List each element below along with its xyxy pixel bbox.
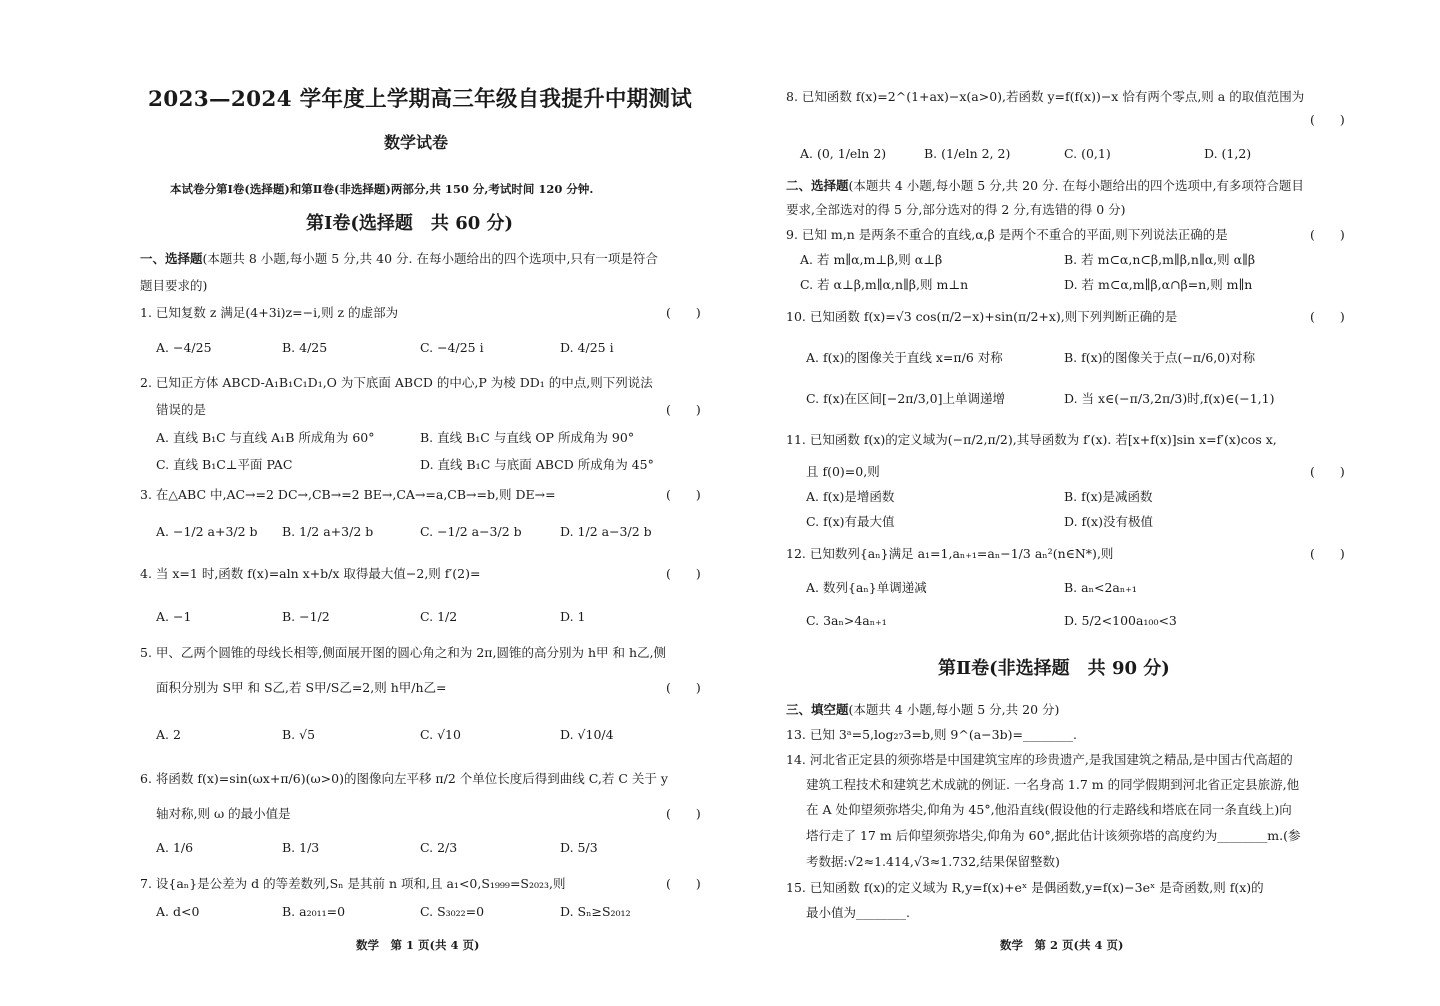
question-14-line3: 在 A 处仰望须弥塔尖,仰角为 45°,他沿直线(假设他的行走路线和塔底在同一条直线上)向 [806, 802, 1292, 817]
question-8: 8. 已知函数 f(x)=2^(1+ax)−x(a>0),若函数 y=f(f(x))−x 恰有两个零点,则 a 的取值范围为 [786, 89, 1305, 104]
q11-option-d: D. f(x)没有极值 [1064, 514, 1153, 529]
section3-text: (本题共 4 小题,每小题 5 分,共 20 分) [848, 702, 1060, 717]
question-9: 9. 已知 m,n 是两条不重合的直线,α,β 是两个不重合的平面,则下列说法正确的是 [786, 227, 1228, 242]
q11-option-b: B. f(x)是减函数 [1064, 489, 1153, 504]
section3-instruction [786, 702, 1059, 718]
section2-instruction-cont: 要求,全部选对的得 5 分,部分选对的得 2 分,有选错的得 0 分) [786, 202, 1126, 217]
q12-option-c: C. 3aₙ>4aₙ₊₁ [806, 613, 887, 628]
q6-option-a: A. 1/6 [156, 840, 194, 855]
q4-option-d: D. 1 [560, 609, 586, 624]
q3-option-b: B. 1/2 a+3/2 b [282, 524, 374, 539]
q2-option-d: D. 直线 B₁C 与底面 ABCD 所成角为 45° [420, 457, 654, 472]
q9-option-b: B. 若 m⊂α,n⊂β,m∥β,n∥α,则 α∥β [1064, 252, 1256, 267]
question-4: 4. 当 x=1 时,函数 f(x)=aln x+b/x 取得最大值−2,则 f′(2)= [140, 566, 481, 581]
part1-heading: 第Ⅰ卷(选择题 共 60 分) [306, 213, 514, 234]
answer-paren-5: ( ) [666, 680, 701, 695]
question-11: 11. 已知函数 f(x)的定义域为(−π/2,π/2),其导函数为 f′(x). 若[x+f(x)]sin x=f′(x)cos x, [786, 432, 1277, 447]
q8-option-d: D. (1,2) [1204, 146, 1252, 161]
q4-option-b: B. −1/2 [282, 609, 330, 624]
exam-subtitle: 数学试卷 [384, 133, 449, 152]
section2-text: (本题共 4 小题,每小题 5 分,共 20 分. 在每小题给出的四个选项中,有多项符合题目 [848, 178, 1304, 193]
section2-instruction [786, 178, 1304, 194]
question-2: 2. 已知正方体 ABCD-A₁B₁C₁D₁,O 为下底面 ABCD 的中心,P 为棱 DD₁ 的中点,则下列说法 [140, 375, 653, 390]
q3-option-a: A. −1/2 a+3/2 b [156, 524, 258, 539]
answer-paren-12: ( ) [1310, 546, 1345, 561]
page-footer-left: 数学 第 1 页(共 4 页) [356, 938, 480, 952]
question-14-line4: 塔行走了 17 m 后仰望须弥塔尖,仰角为 60°,据此估计该须弥塔的高度约为________m.(参 [806, 828, 1301, 843]
question-3: 3. 在△ABC 中,AC→=2 DC→,CB→=2 BE→,CA→=a,CB→=b,则 DE→= [140, 487, 556, 502]
q6-option-b: B. 1/3 [282, 840, 320, 855]
q4-option-c: C. 1/2 [420, 609, 458, 624]
section1-instruction [140, 251, 658, 267]
q5-option-c: C. √10 [420, 727, 461, 742]
answer-paren-11: ( ) [1310, 464, 1345, 479]
answer-paren-3: ( ) [666, 487, 701, 502]
question-14-line2: 建筑工程技术和建筑艺术成就的例证. 一名身高 1.7 m 的同学假期到河北省正定县旅游,他 [806, 777, 1300, 792]
q6-option-c: C. 2/3 [420, 840, 458, 855]
q2-option-a: A. 直线 B₁C 与直线 A₁B 所成角为 60° [156, 430, 375, 445]
section1-text: (本题共 8 小题,每小题 5 分,共 40 分. 在每小题给出的四个选项中,只有一项是符合 [202, 251, 658, 266]
q5-option-d: D. √10/4 [560, 727, 614, 742]
q8-option-a: A. (0, 1/eln 2) [800, 146, 887, 161]
question-5: 5. 甲、乙两个圆锥的母线长相等,侧面展开图的圆心角之和为 2π,圆锥的高分别为 h甲 和 h乙,侧 [140, 645, 666, 660]
question-13: 13. 已知 3ᵃ=5,log₂₇3=b,则 9^(a−3b)=________. [786, 727, 1077, 742]
q1-option-b: B. 4/25 [282, 340, 328, 355]
answer-paren-1: ( ) [666, 305, 701, 320]
q7-option-a: A. d<0 [156, 904, 200, 919]
answer-paren-9: ( ) [1310, 227, 1345, 242]
question-12: 12. 已知数列{aₙ}满足 a₁=1,aₙ₊₁=aₙ−1/3 aₙ²(n∈N*),则 [786, 546, 1114, 561]
q10-option-c: C. f(x)在区间[−2π/3,0]上单调递增 [806, 391, 1005, 406]
q7-option-b: B. a₂₀₁₁=0 [282, 904, 346, 919]
section1-instruction-cont: 题目要求的) [140, 278, 208, 293]
question-15-cont: 最小值为________. [806, 905, 910, 920]
q7-option-c: C. S₃₀₂₂=0 [420, 904, 485, 919]
q5-option-a: A. 2 [156, 727, 181, 742]
answer-paren-4: ( ) [666, 566, 701, 581]
q2-option-c: C. 直线 B₁C⊥平面 PAC [156, 457, 293, 472]
question-5-cont: 面积分别为 S甲 和 S乙,若 S甲/S乙=2,则 h甲/h乙= [156, 680, 447, 695]
q9-option-a: A. 若 m∥α,m⊥β,则 α⊥β [800, 252, 943, 267]
q11-option-a: A. f(x)是增函数 [806, 489, 895, 504]
q5-option-b: B. √5 [282, 727, 316, 742]
q12-option-d: D. 5/2<100a₁₀₀<3 [1064, 613, 1177, 628]
answer-paren-6: ( ) [666, 806, 701, 821]
q11-option-c: C. f(x)有最大值 [806, 514, 895, 529]
page-footer-right: 数学 第 2 页(共 4 页) [1000, 938, 1124, 952]
answer-paren-10: ( ) [1310, 309, 1345, 324]
question-7: 7. 设{aₙ}是公差为 d 的等差数列,Sₙ 是其前 n 项和,且 a₁<0,S₁₉₉₉=S₂₀₂₃,则 [140, 876, 566, 891]
section1-label: 一、选择题 [140, 251, 203, 266]
q12-option-b: B. aₙ<2aₙ₊₁ [1064, 580, 1137, 595]
q6-option-d: D. 5/3 [560, 840, 598, 855]
q8-option-c: C. (0,1) [1064, 146, 1111, 161]
question-6: 6. 将函数 f(x)=sin(ωx+π/6)(ω>0)的图像向左平移 π/2 个单位长度后得到曲线 C,若 C 关于 y [140, 771, 668, 786]
q1-option-c: C. −4/25 i [420, 340, 484, 355]
question-14-line5: 考数据:√2≈1.414,√3≈1.732,结果保留整数) [806, 854, 1060, 869]
question-6-cont: 轴对称,则 ω 的最小值是 [156, 806, 291, 821]
question-11-cont: 且 f(0)=0,则 [806, 464, 880, 479]
answer-paren-7: ( ) [666, 876, 701, 891]
question-10: 10. 已知函数 f(x)=√3 cos(π/2−x)+sin(π/2+x),则下列判断正确的是 [786, 309, 1178, 324]
question-2-cont: 错误的是 [156, 402, 207, 417]
section3-label: 三、填空题 [786, 702, 849, 717]
question-15: 15. 已知函数 f(x)的定义域为 R,y=f(x)+eˣ 是偶函数,y=f(x)−3eˣ 是奇函数,则 f(x)的 [786, 880, 1264, 895]
section2-label: 二、选择题 [786, 178, 849, 193]
q9-option-d: D. 若 m⊂α,m∥β,α∩β=n,则 m∥n [1064, 277, 1253, 292]
question-1: 1. 已知复数 z 满足(4+3i)z=−i,则 z 的虚部为 [140, 305, 399, 320]
q7-option-d: D. Sₙ≥S₂₀₁₂ [560, 904, 631, 919]
part2-heading: 第Ⅱ卷(非选择题 共 90 分) [938, 658, 1170, 679]
q3-option-d: D. 1/2 a−3/2 b [560, 524, 652, 539]
exam-intro: 本试卷分第Ⅰ卷(选择题)和第Ⅱ卷(非选择题)两部分,共 150 分,考试时间 120 分钟. [170, 182, 594, 196]
q9-option-c: C. 若 α⊥β,m∥α,n∥β,则 m⊥n [800, 277, 969, 292]
question-14: 14. 河北省正定县的须弥塔是中国建筑宝库的珍贵遗产,是我国建筑之精品,是中国古代高超的 [786, 752, 1293, 767]
q1-option-d: D. 4/25 i [560, 340, 614, 355]
q12-option-a: A. 数列{aₙ}单调递减 [806, 580, 927, 595]
q10-option-a: A. f(x)的图像关于直线 x=π/6 对称 [806, 350, 1003, 365]
q8-option-b: B. (1/eln 2, 2) [924, 146, 1011, 161]
q4-option-a: A. −1 [156, 609, 192, 624]
exam-title: 2023—2024 学年度上学期高三年级自我提升中期测试 [148, 87, 693, 112]
q1-option-a: A. −4/25 [156, 340, 212, 355]
q2-option-b: B. 直线 B₁C 与直线 OP 所成角为 90° [420, 430, 635, 445]
q10-option-d: D. 当 x∈(−π/3,2π/3)时,f(x)∈(−1,1) [1064, 391, 1275, 406]
answer-paren-2: ( ) [666, 402, 701, 417]
q10-option-b: B. f(x)的图像关于点(−π/6,0)对称 [1064, 350, 1256, 365]
answer-paren-8: ( ) [1310, 112, 1345, 127]
q3-option-c: C. −1/2 a−3/2 b [420, 524, 522, 539]
